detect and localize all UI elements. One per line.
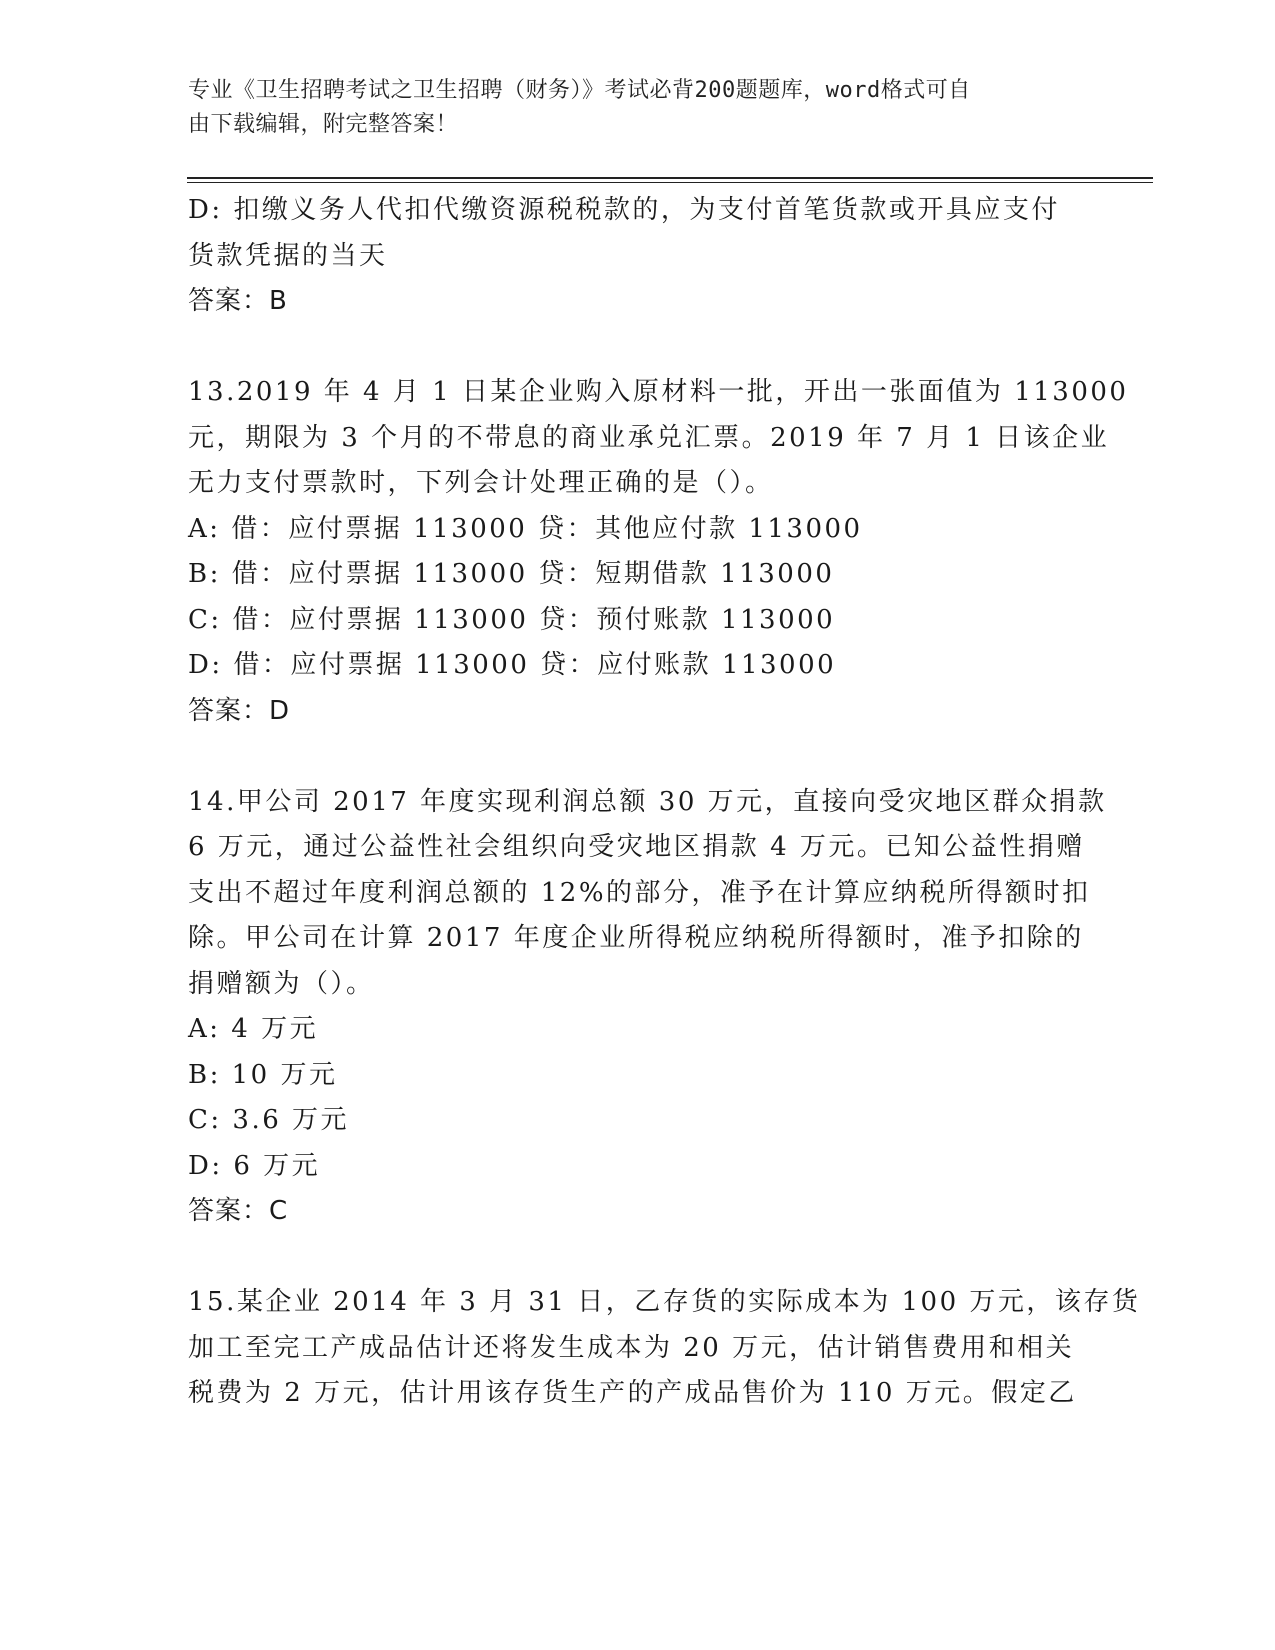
question-stem-line: 13.2019 年 4 月 1 日某企业购入原材料一批，开出一张面值为 113000 <box>188 377 1129 407</box>
question-stem-line: 支出不超过年度利润总额的 12%的部分，准予在计算应纳税所得额时扣 <box>188 877 1091 908</box>
question-stem-line: 14.甲公司 2017 年度实现利润总额 30 万元，直接向受灾地区群众捐款 <box>188 786 1107 817</box>
question-stem-line: 加工至完工产成品估计还将发生成本为 20 万元，估计销售费用和相关 <box>188 1332 1075 1363</box>
option-d-line-1: D: 扣缴义务人代扣代缴资源税税款的，为支付首笔货款或开具应支付 <box>188 195 1060 225</box>
question-stem-line: 捐赠额为（）。 <box>188 968 375 999</box>
option-b: B: 10 万元 <box>188 1059 338 1090</box>
question-14 <box>188 780 1107 1235</box>
answer-label: 答案：B <box>188 286 288 316</box>
header-line-1: 专业《卫生招聘考试之卫生招聘（财务）》考试必背200题题库，word格式可自 <box>188 78 971 103</box>
header-line-2: 由下载编辑，附完整答案！ <box>188 112 459 137</box>
header-divider-thin <box>187 182 1153 183</box>
question-stem-line: 6 万元，通过公益性社会组织向受灾地区捐款 4 万元。已知公益性捐赠 <box>188 832 1085 862</box>
option-d-line-2: 货款凭据的当天 <box>188 240 388 271</box>
document-header <box>188 74 1068 142</box>
question-15 <box>188 1280 1141 1417</box>
question-stem-line: 除。甲公司在计算 2017 年度企业所得税应纳税所得额时，准予扣除的 <box>188 923 1084 953</box>
spacer <box>188 734 1088 780</box>
option-b: B: 借：应付票据 113000 贷：短期借款 113000 <box>188 559 835 589</box>
header-divider-thick <box>187 177 1153 179</box>
question-13 <box>188 370 1129 734</box>
question-12-tail <box>188 188 1088 325</box>
spacer <box>188 1235 1088 1281</box>
question-stem-line: 税费为 2 万元，估计用该存货生产的产成品售价为 110 万元。假定乙 <box>188 1378 1077 1408</box>
spacer <box>188 325 1088 371</box>
answer-label: 答案：D <box>188 695 291 726</box>
option-d: D: 借：应付票据 113000 贷：应付账款 113000 <box>188 650 837 680</box>
question-content <box>188 188 1141 1417</box>
option-a: A: 借：应付票据 113000 贷：其他应付款 113000 <box>188 513 863 544</box>
answer-label: 答案：C <box>188 1196 289 1226</box>
question-stem-line: 元，期限为 3 个月的不带息的商业承兑汇票。2019 年 7 月 1 日该企业 <box>188 422 1110 453</box>
question-stem-line: 无力支付票款时，下列会计处理正确的是（）。 <box>188 468 774 498</box>
question-stem-line: 15.某企业 2014 年 3 月 31 日，乙存货的实际成本为 100 万元，该存货 <box>188 1287 1141 1317</box>
option-d: D: 6 万元 <box>188 1150 321 1181</box>
option-c: C: 借：应付票据 113000 贷：预付账款 113000 <box>188 604 836 635</box>
option-c: C: 3.6 万元 <box>188 1105 350 1135</box>
option-a: A: 4 万元 <box>188 1014 319 1044</box>
